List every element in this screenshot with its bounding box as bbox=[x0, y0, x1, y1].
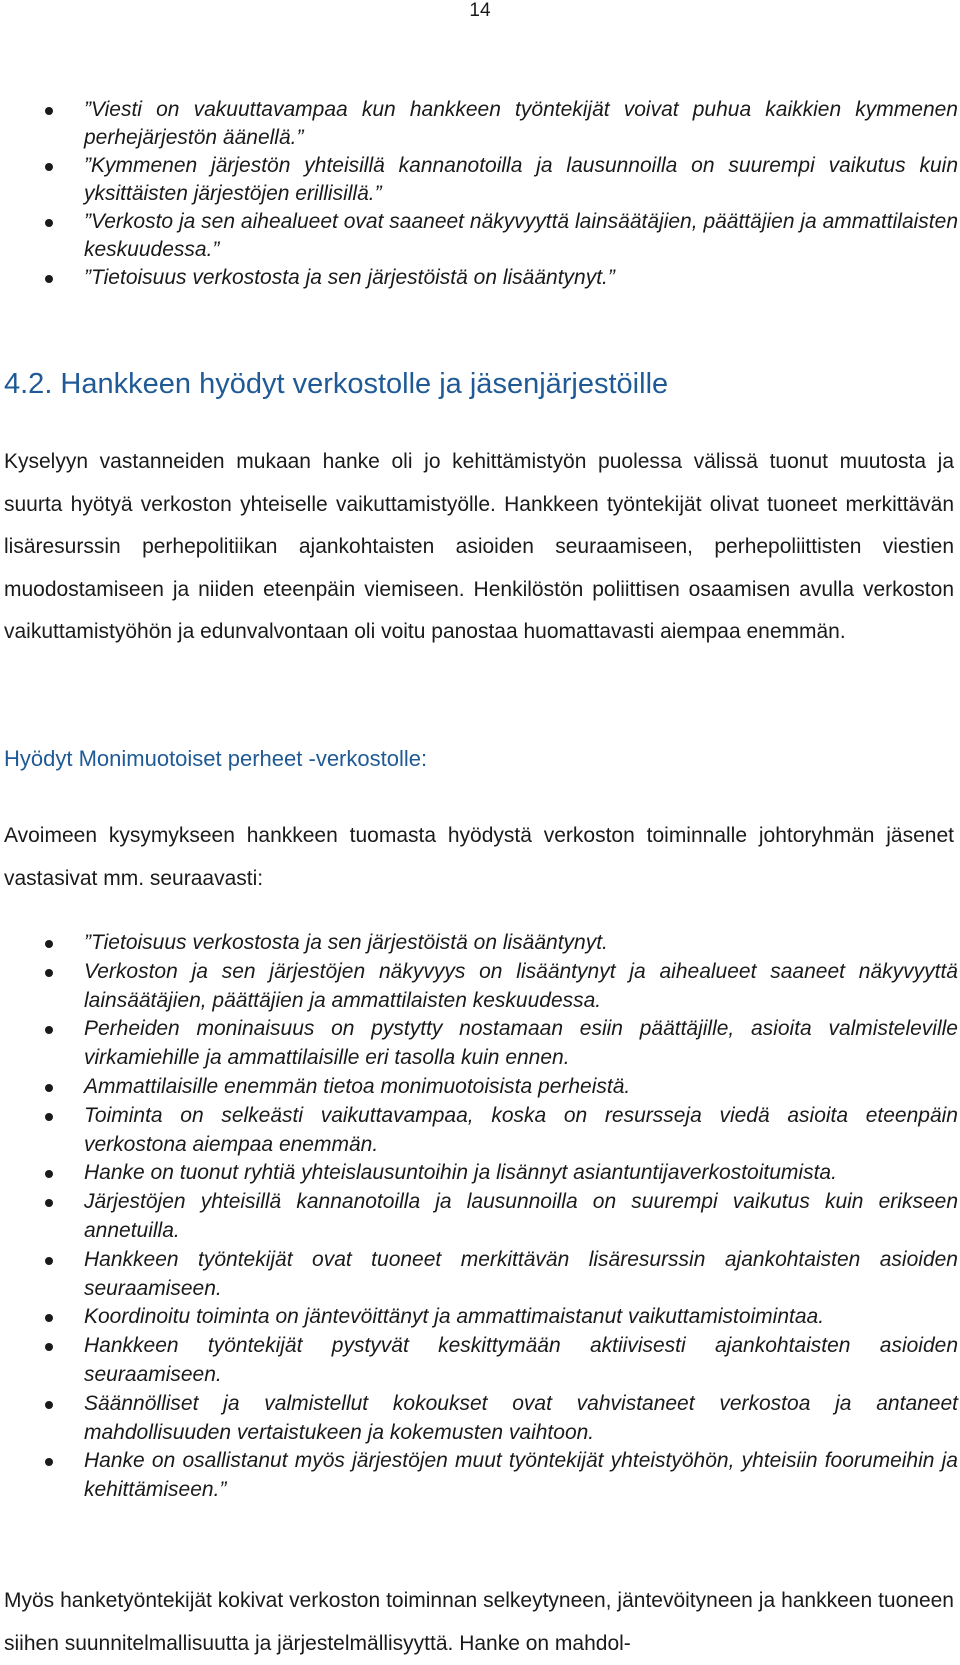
bullet-icon bbox=[45, 1026, 53, 1034]
quote-text: ”Kymmenen järjestön yhteisillä kannanotoilla ja lausunnoilla on suurempi vaikutus kuin yksittäisten järjestöjen erillisillä.” bbox=[84, 154, 958, 205]
quote-item bbox=[0, 1188, 958, 1246]
bullet-icon bbox=[45, 163, 53, 171]
quote-text: Hankkeen työntekijät ovat tuoneet merkittävän lisäresurssin ajankohtaisten asioiden seuraamiseen. bbox=[84, 1247, 958, 1300]
quote-item bbox=[0, 1159, 958, 1188]
quote-item bbox=[0, 1447, 958, 1505]
quote-text: Hankkeen työntekijät pystyvät keskittymään aktiivisesti ajankohtaisten asioiden seuraamiseen. bbox=[84, 1334, 958, 1386]
bullet-icon bbox=[45, 219, 53, 227]
quote-item bbox=[0, 152, 958, 208]
bullet-icon bbox=[45, 1084, 53, 1092]
bullet-icon bbox=[45, 275, 53, 283]
quote-text: ”Verkosto ja sen aihealueet ovat saaneet näkyvyyttä lainsäätäjien, päättäjien ja ammattilaisten keskuudessa.” bbox=[84, 210, 958, 261]
page-number: 14 bbox=[469, 0, 491, 21]
quote-item bbox=[0, 1390, 958, 1448]
section-heading: 4.2. Hankkeen hyödyt verkostolle ja jäsenjärjestöille bbox=[4, 368, 669, 400]
bullet-icon bbox=[45, 940, 53, 948]
quote-item bbox=[0, 1073, 958, 1102]
quote-text: Ammattilaisille enemmän tietoa monimuotoisista perheistä. bbox=[84, 1074, 631, 1098]
quote-text: Säännölliset ja valmistellut kokoukset ovat vahvistaneet verkostoa ja antaneet mahdollisuuden vertaistukeen ja kokemusten vaihtoon. bbox=[84, 1391, 958, 1444]
bullet-icon bbox=[45, 969, 53, 977]
bullet-icon bbox=[45, 1257, 53, 1265]
quote-list-1 bbox=[0, 96, 960, 292]
quote-text: Toiminta on selkeästi vaikuttavampaa, koska on resursseja viedä asioita eteenpäin verkostona aiempaa enemmän. bbox=[84, 1103, 958, 1156]
quote-text: Hanke on tuonut ryhtiä yhteislausuntoihin ja lisännyt asiantuntijaverkostoitumista. bbox=[84, 1161, 837, 1185]
bullet-icon bbox=[45, 1314, 53, 1322]
quote-text: Verkoston ja sen järjestöjen näkyvyys on lisääntynyt ja aihealueet saaneet näkyvyyttä lainsäätäjien, päättäjien ja ammattilaisten keskuudessa. bbox=[84, 959, 958, 1012]
quote-text: ”Viesti on vakuuttavampaa kun hankkeen työntekijät voivat puhua kaikkien kymmenen perhejärjestön äänellä.” bbox=[84, 98, 958, 149]
subheading: Hyödyt Monimuotoiset perheet -verkostolle: bbox=[4, 746, 428, 771]
body-paragraph: Myös hanketyöntekijät kokivat verkoston toiminnan selkeytyneen, jäntevöityneen ja hankkeen tuoneen siihen suunnitelmallisuutta ja järjestelmällisyyttä. Hanke on mahdol- bbox=[4, 1589, 954, 1655]
body-paragraph: Kyselyyn vastanneiden mukaan hanke oli jo kehittämistyön puolessa välissä tuonut muutosta ja suurta hyötyä verkoston yhteiselle vaikuttamistyölle. Hankkeen työntekijät olivat tuoneet merkittävän lisäresurssin perhepolitiikan ajankohtaisten asioiden seuraamiseen, perhepoliittisten viestien muodostamiseen ja niiden eteenpäin viemiseen. Henkilöstön poliittisen osaamisen avulla verkoston vaikuttamistyöhön ja edunvalvontaan oli voitu panostaa huomattavasti aiempaa enemmän. bbox=[4, 450, 954, 644]
quote-item bbox=[0, 1303, 958, 1332]
quote-item bbox=[0, 96, 958, 152]
body-paragraph: Avoimeen kysymykseen hankkeen tuomasta hyödystä verkoston toiminnalle johtoryhmän jäsenet vastasivat mm. seuraavasti: bbox=[4, 824, 954, 890]
bullet-icon bbox=[45, 107, 53, 115]
bullet-icon bbox=[45, 1113, 53, 1121]
bullet-icon bbox=[45, 1401, 53, 1409]
quote-item bbox=[0, 958, 958, 1016]
quote-item bbox=[0, 264, 958, 292]
bullet-icon bbox=[45, 1343, 53, 1351]
quote-text: ”Tietoisuus verkostosta ja sen järjestöistä on lisääntynyt.” bbox=[84, 266, 615, 289]
quote-text: Hanke on osallistanut myös järjestöjen muut työntekijät yhteistyöhön, yhteisiin foorumeihin ja kehittämiseen.” bbox=[84, 1449, 958, 1502]
quote-item bbox=[0, 1332, 958, 1390]
quote-text: ”Tietoisuus verkostosta ja sen järjestöistä on lisääntynyt. bbox=[84, 931, 608, 954]
quote-item bbox=[0, 1246, 958, 1304]
quote-text: Koordinoitu toiminta on jäntevöittänyt ja ammattimaistanut vaikuttamistoimintaa. bbox=[84, 1305, 825, 1329]
quote-item bbox=[0, 1015, 958, 1073]
bullet-icon bbox=[45, 1458, 53, 1466]
quote-text: Järjestöjen yhteisillä kannanotoilla ja lausunnoilla on suurempi vaikutus kuin erikseen annetuilla. bbox=[84, 1190, 958, 1242]
quote-list-2 bbox=[0, 929, 960, 1505]
quote-item bbox=[0, 929, 958, 958]
quote-item bbox=[0, 208, 958, 264]
bullet-icon bbox=[45, 1199, 53, 1207]
bullet-icon bbox=[45, 1170, 53, 1178]
quote-item bbox=[0, 1102, 958, 1160]
quote-text: Perheiden moninaisuus on pystytty nostamaan esiin päättäjille, asioita valmisteleville virkamiehille ja ammattilaisille eri tasolla kuin ennen. bbox=[84, 1017, 958, 1070]
